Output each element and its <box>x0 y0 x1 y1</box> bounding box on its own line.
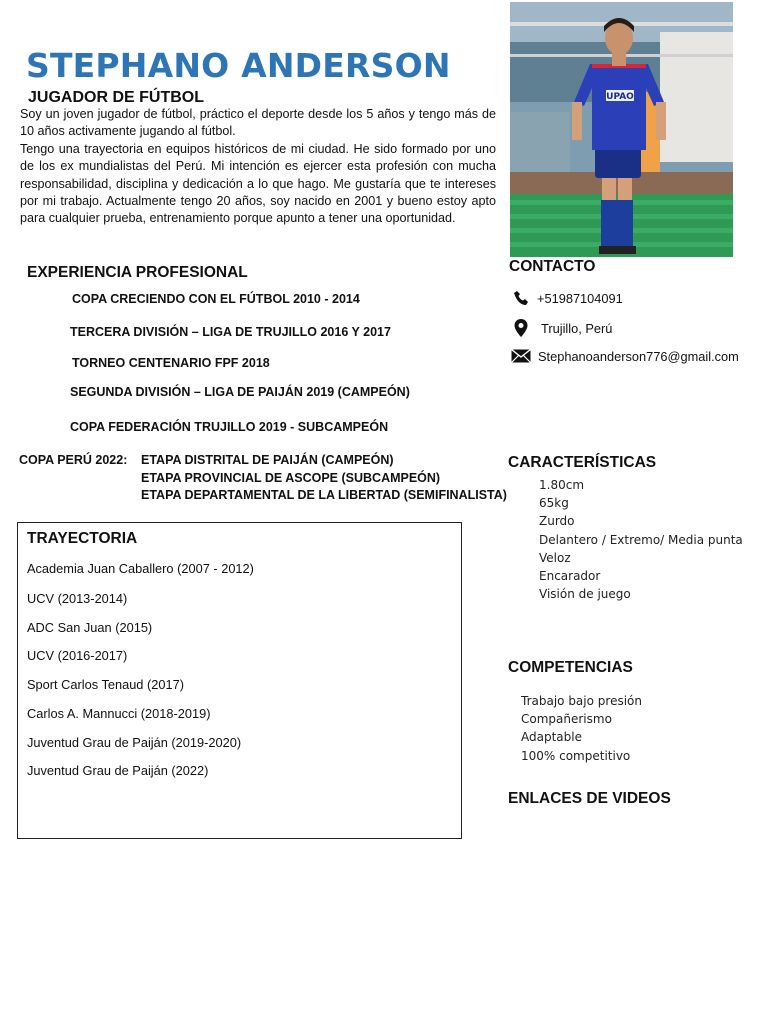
experience-item: COPA CRECIENDO CON EL FÚTBOL 2010 - 2014 <box>72 292 360 306</box>
trayectoria-item: Academia Juan Caballero (2007 - 2012) <box>27 561 254 576</box>
contact-phone-row <box>510 287 623 309</box>
trayectoria-item: Juventud Grau de Paiján (2019-2020) <box>27 735 242 750</box>
experience-item: TERCERA DIVISIÓN – LIGA DE TRUJILLO 2016 Y 2017 <box>70 325 391 339</box>
list-item: Compañerismo <box>521 712 612 727</box>
copa-peru-stages <box>141 452 507 505</box>
trayectoria-item: Carlos A. Mannucci (2018-2019) <box>27 706 211 721</box>
list-item: Encarador <box>539 569 601 584</box>
list-item: Visión de juego <box>539 587 631 602</box>
player-photo <box>510 2 733 257</box>
trayectoria-item: UCV (2013-2014) <box>27 591 128 606</box>
trayectoria-item: Sport Carlos Tenaud (2017) <box>27 677 184 692</box>
experience-heading: EXPERIENCIA PROFESIONAL <box>27 264 248 281</box>
envelope-icon <box>510 346 532 366</box>
bio-text <box>20 106 496 228</box>
experience-item: COPA FEDERACIÓN TRUJILLO 2019 - SUBCAMPEÓN <box>70 420 389 434</box>
list-item: 1.80cm <box>539 478 585 492</box>
contact-email-row <box>510 345 739 367</box>
list-item: Delantero / Extremo/ Media punta <box>539 532 743 547</box>
page-title: STEPHANO ANDERSON <box>26 46 451 85</box>
copa-peru-stage: ETAPA PROVINCIAL DE ASCOPE (SUBCAMPEÓN) <box>141 470 441 485</box>
phone-icon <box>510 288 532 308</box>
caracteristicas-heading: CARACTERÍSTICAS <box>508 454 657 471</box>
trayectoria-item: UCV (2016-2017) <box>27 648 128 663</box>
list-item: 65kg <box>539 496 569 511</box>
jersey-sponsor-text: UPAO <box>606 92 634 102</box>
experience-item: SEGUNDA DIVISIÓN – LIGA DE PAIJÁN 2019 (CAMPEÓN) <box>70 385 410 399</box>
list-item: Veloz <box>539 550 571 565</box>
competencias-heading: COMPETENCIAS <box>508 659 633 676</box>
experience-item: TORNEO CENTENARIO FPF 2018 <box>72 356 270 370</box>
contact-email[interactable]: Stephanoanderson776@gmail.com <box>538 348 739 364</box>
trayectoria-heading: TRAYECTORIA <box>27 530 138 547</box>
list-item: Zurdo <box>539 514 575 529</box>
contact-location-row <box>510 317 612 339</box>
list-item: Adaptable <box>521 730 582 745</box>
subtitle-role: JUGADOR DE FÚTBOL <box>28 89 204 106</box>
trayectoria-box <box>17 522 462 839</box>
copa-peru-stage: ETAPA DEPARTAMENTAL DE LA LIBERTAD (SEMIFINALISTA) <box>141 488 507 502</box>
videos-heading: ENLACES DE VIDEOS <box>508 790 671 807</box>
copa-peru-label: COPA PERÚ 2022: <box>19 453 128 467</box>
list-item: Trabajo bajo presión <box>521 694 642 708</box>
trayectoria-item: Juventud Grau de Paiján (2022) <box>27 763 209 778</box>
bio-paragraph: Soy un joven jugador de fútbol, práctico el deporte desde los 5 años y tengo más de 10 años activamente jugando al fútbol. <box>20 107 496 139</box>
list-item: 100% competitivo <box>521 748 631 763</box>
bio-paragraph: Tengo una trayectoria en equipos históricos de mi ciudad. He sido formado por uno de los ex mundialistas del Perú. Mi intención es ejercer esta profesión con mucha responsabilidad, disciplina y dedicación a lo que hago. Me gustaría que te intereses por mi trabajo. Actualmente tengo 20 años, soy nacido en 2001 y bueno estoy apto para cualquier prueba, entrenamiento porque apunto a tener una oportunidad. <box>20 141 496 226</box>
contact-heading: CONTACTO <box>509 258 596 275</box>
competencias-list <box>521 692 642 765</box>
trayectoria-item: ADC San Juan (2015) <box>27 620 153 635</box>
caracteristicas-list <box>539 476 743 603</box>
contact-location: Trujillo, Perú <box>541 320 613 336</box>
location-pin-icon <box>510 318 532 338</box>
copa-peru-stage: ETAPA DISTRITAL DE PAIJÁN (CAMPEÓN) <box>141 453 394 467</box>
contact-phone[interactable]: +51987104091 <box>537 290 623 306</box>
